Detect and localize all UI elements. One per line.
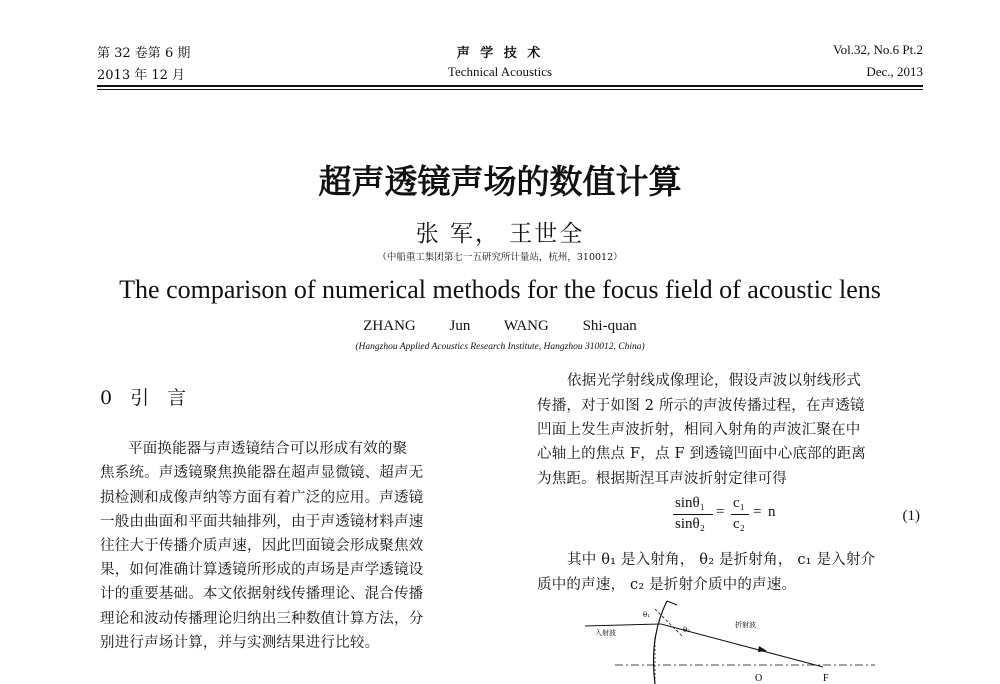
fraction-bar-left (673, 514, 713, 515)
paragraph-line: 果，如何准确计算透镜所形成的声场是声学透镜设 (100, 562, 424, 578)
equation-denominator-left: sinθ₂ (675, 516, 705, 532)
header-date-cn: 2013 年 12 月 (97, 68, 186, 83)
header-volume-en: Vol.32, No.6 Pt.2 (832, 42, 923, 57)
title-en: The comparison of numerical methods for the focus field of acoustic lens (119, 275, 881, 304)
paragraph-line: 为焦距。根据斯涅耳声波折射定律可得 (537, 471, 787, 487)
equation-number: (1) (902, 508, 920, 524)
refracted-wave-label: 折射波 (735, 621, 756, 629)
equation-rhs: n (768, 504, 776, 520)
normal-line (655, 609, 683, 637)
authors-en: ZHANG Jun WANG Shi-quan (363, 318, 637, 334)
incident-ray (585, 624, 661, 626)
paragraph-line: 平面换能器与声透镜结合可以形成有效的聚 (128, 441, 408, 457)
header-rule-thin (97, 89, 923, 90)
point-f-label: F (823, 673, 829, 684)
affiliation-cn: （中船重工集团第七一五研究所计量站，杭州，310012） (377, 252, 623, 263)
section-heading-introduction: 0 引 言 (100, 387, 193, 409)
header-journal-cn: 声 学 技 术 (456, 46, 544, 61)
theta1-label: θ₁ (643, 611, 651, 619)
equation-equals-1: = (716, 504, 725, 520)
theta2-label: θ₂ (683, 626, 691, 634)
lens-edge (667, 601, 677, 605)
equation-numerator-right: c₁ (733, 495, 745, 511)
lens-surface (654, 601, 668, 684)
equation-equals-2: = (753, 504, 762, 520)
point-o-label: O (755, 673, 763, 684)
header-rule-thick (97, 85, 923, 87)
paragraph-line: 依据光学射线成像理论，假设声波以射线形式 (567, 373, 861, 389)
paragraph-line: 心轴上的焦点 F，点 F 到透镜凹面中心底部的距离 (537, 446, 866, 462)
paragraph-line: 往往大于传播介质声速，因此凹面镜会形成聚焦效 (100, 538, 424, 554)
header-volume-cn: 第 32 卷第 6 期 (97, 46, 191, 61)
authors-cn: 张 军， 王世全 (415, 221, 585, 247)
paragraph-line: 凹面上发生声波折射，相同入射角的声波汇聚在中 (537, 422, 861, 438)
refracted-ray-arrow (758, 646, 767, 652)
paragraph-line: 质中的声速， c₂ 是折射介质中的声速。 (537, 577, 797, 593)
header-journal-en: Technical Acoustics (447, 64, 553, 79)
fraction-bar-right (731, 514, 749, 515)
paragraph-line: 传播，对于如图 2 所示的声波传播过程，在声透镜 (537, 398, 865, 414)
paragraph-line: 别进行声场计算，并与实测结果进行比较。 (100, 635, 380, 651)
paragraph-line: 其中 θ₁ 是入射角， θ₂ 是折射角， c₁ 是入射介 (567, 552, 876, 568)
paragraph-line: 损检测和成像声纳等方面有着广泛的应用。声透镜 (100, 490, 424, 506)
paragraph-line: 理论和波动传播理论归纳出三种数值计算方法，分 (100, 611, 424, 627)
paragraph-line: 计的重要基础。本文依据射线传播理论、混合传播 (100, 586, 424, 602)
affiliation-en: (Hangzhou Applied Acoustics Research Institute, Hangzhou 310012, China) (355, 342, 645, 352)
paragraph-line: 一般由曲面和平面共轴排列，由于声透镜材料声速 (100, 514, 424, 530)
header-date-en: Dec., 2013 (866, 64, 923, 79)
equation-denominator-right: c₂ (733, 516, 745, 532)
paragraph-line: 焦系统。声透镜聚焦换能器在超声显微镜、超声无 (100, 465, 424, 481)
equation-numerator-left: sinθ₁ (675, 495, 705, 511)
incident-wave-label: 入射波 (595, 629, 616, 637)
title-cn: 超声透镜声场的数值计算 (318, 162, 682, 201)
figure-refraction-diagram (585, 597, 875, 684)
